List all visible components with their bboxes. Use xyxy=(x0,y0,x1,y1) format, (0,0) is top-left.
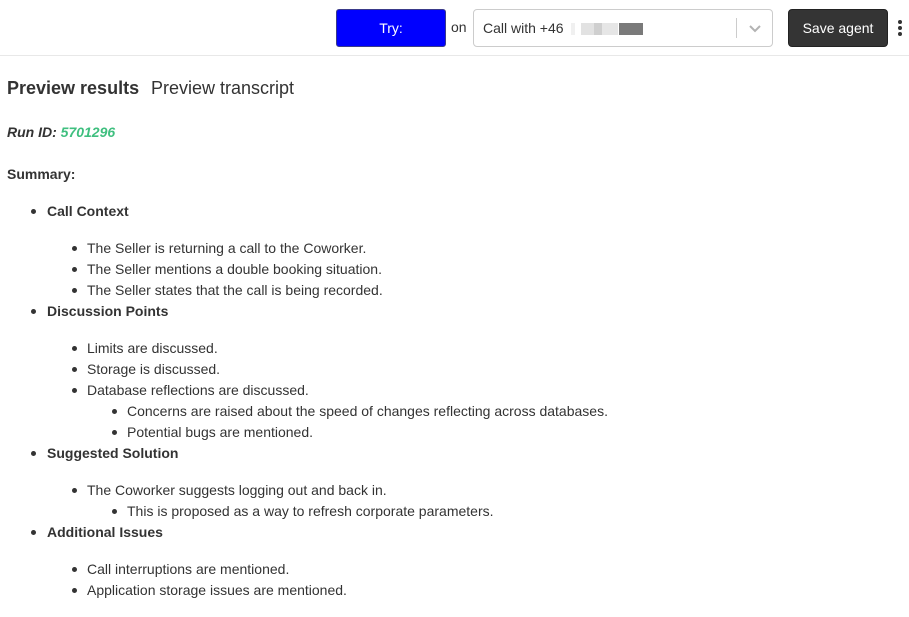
select-separator xyxy=(736,18,737,38)
list-item: This is proposed as a way to refresh corporate parameters. xyxy=(127,503,494,519)
bullet xyxy=(31,209,36,214)
chevron-down-icon[interactable] xyxy=(746,19,764,37)
section-title: Call Context xyxy=(47,203,129,219)
redacted-text xyxy=(602,23,618,35)
bullet xyxy=(31,530,36,535)
list-item: Call interruptions are mentioned. xyxy=(87,561,290,577)
bullet xyxy=(72,367,77,372)
redacted-text xyxy=(581,23,594,35)
try-button[interactable]: Try: xyxy=(336,9,446,47)
bullet xyxy=(72,246,77,251)
list-item: Limits are discussed. xyxy=(87,340,218,356)
section-title: Discussion Points xyxy=(47,303,169,319)
bullet xyxy=(31,309,36,314)
on-label: on xyxy=(451,19,467,35)
list-item: Application storage issues are mentioned. xyxy=(87,582,347,598)
list-item: The Coworker suggests logging out and back in. xyxy=(87,482,387,498)
bullet xyxy=(112,430,117,435)
list-item: The Seller mentions a double booking situation. xyxy=(87,261,382,277)
redacted-text xyxy=(571,23,575,35)
run-id-label: Run ID: xyxy=(7,124,57,140)
section-title: Suggested Solution xyxy=(47,445,179,461)
top-toolbar xyxy=(0,0,909,56)
run-id xyxy=(7,124,115,140)
bullet xyxy=(72,288,77,293)
bullet xyxy=(72,488,77,493)
call-select[interactable] xyxy=(473,9,773,47)
bullet xyxy=(72,346,77,351)
bullet xyxy=(112,509,117,514)
bullet xyxy=(72,388,77,393)
list-item: The Seller is returning a call to the Coworker. xyxy=(87,240,367,256)
more-options-icon[interactable] xyxy=(895,18,905,38)
bullet xyxy=(72,588,77,593)
redacted-text xyxy=(619,23,643,35)
list-item: Concerns are raised about the speed of changes reflecting across databases. xyxy=(127,403,608,419)
redacted-text xyxy=(594,23,602,35)
list-item: Database reflections are discussed. xyxy=(87,382,309,398)
summary-label: Summary: xyxy=(7,166,76,182)
tab-preview-results[interactable]: Preview results xyxy=(7,78,140,98)
bullet xyxy=(72,267,77,272)
save-agent-button[interactable]: Save agent xyxy=(788,9,888,47)
call-select-value: Call with +46 xyxy=(483,20,564,36)
run-id-value: 5701296 xyxy=(60,124,116,140)
section-title: Additional Issues xyxy=(47,524,163,540)
bullet xyxy=(72,567,77,572)
list-item: The Seller states that the call is being recorded. xyxy=(87,282,383,298)
tab-preview-transcript[interactable]: Preview transcript xyxy=(151,78,295,98)
bullet xyxy=(31,451,36,456)
bullet xyxy=(112,409,117,414)
list-item: Potential bugs are mentioned. xyxy=(127,424,314,440)
list-item: Storage is discussed. xyxy=(87,361,221,377)
